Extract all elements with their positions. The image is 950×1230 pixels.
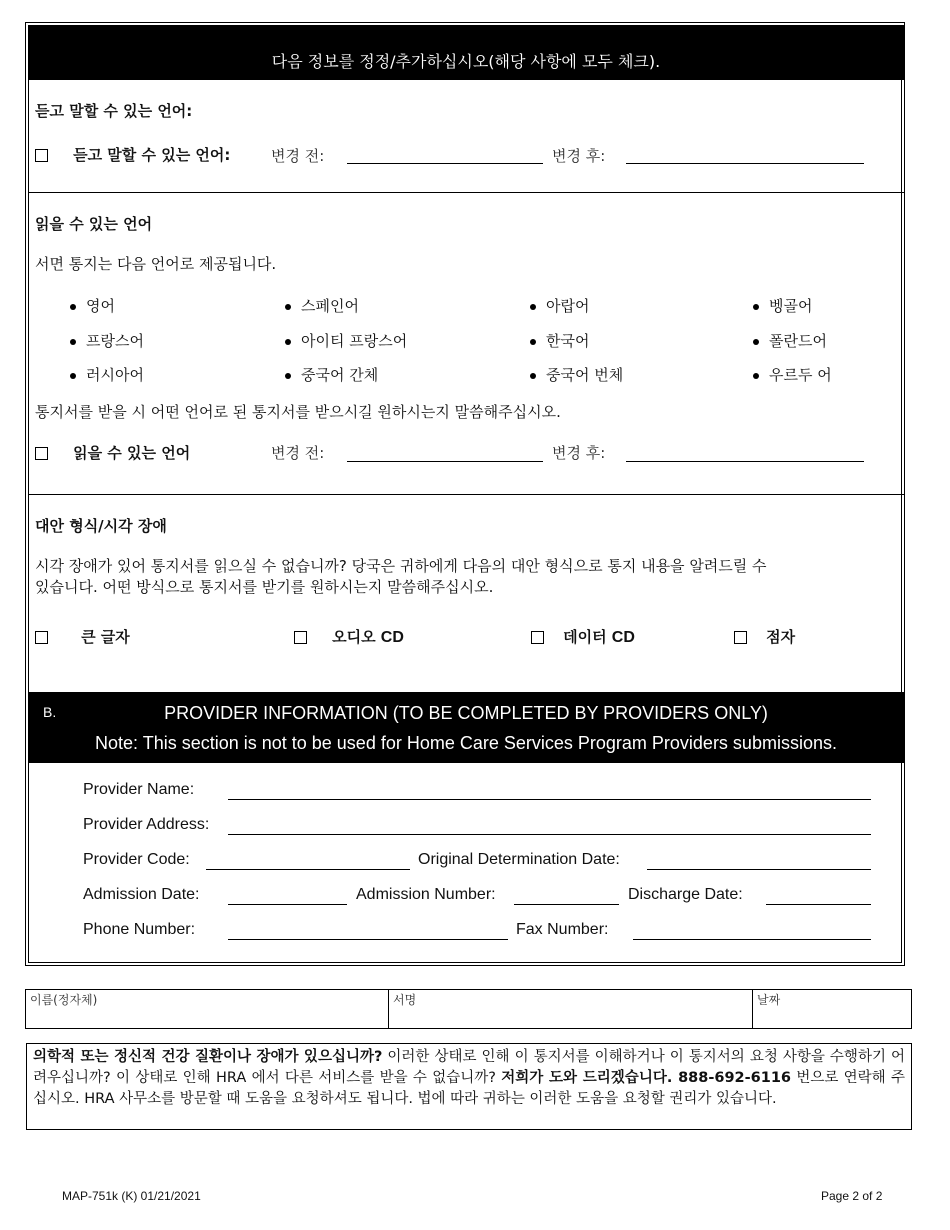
bullet-icon <box>530 373 536 379</box>
bullet-icon <box>753 373 759 379</box>
language-item: 스페인어 <box>285 295 359 316</box>
form-id: MAP-751k (K) 01/21/2021 <box>62 1189 201 1203</box>
admission-number-label: Admission Number: <box>356 886 496 903</box>
language-item: 우르두 어 <box>753 364 832 385</box>
bullet-icon <box>285 304 291 310</box>
written-after-label: 변경 후: <box>552 444 606 462</box>
bullet-icon <box>530 304 536 310</box>
bullet-icon <box>285 339 291 345</box>
provider-code-field[interactable] <box>206 869 410 870</box>
braille-checkbox[interactable] <box>734 631 747 644</box>
alt-format-title: 대안 형식/시각 장애 <box>35 517 167 535</box>
signature-label: 서명 <box>393 993 417 1007</box>
fax-number-label: Fax Number: <box>516 921 609 938</box>
phone-number-label: Phone Number: <box>83 921 196 938</box>
braille-label: 점자 <box>766 628 796 646</box>
section-a-header <box>28 25 904 80</box>
bullet-icon <box>753 304 759 310</box>
notice-text-1: 이러한 상태로 인해 이 통지서를 이해하거나 이 통지서의 요청 사항을 수행하기 어려우십니까? 이 상태로 인해 HRA 에서 다른 서비스를 받을 수 없습니까? <box>33 1049 905 1086</box>
notice-help: 저희가 도와 드리겠습니다. 888-692-6116 <box>501 1070 792 1086</box>
option-audio-cd <box>294 626 404 647</box>
bullet-icon <box>70 304 76 310</box>
bullet-icon <box>70 339 76 345</box>
written-language-title: 읽을 수 있는 언어 <box>35 215 153 233</box>
provider-code-label: Provider Code: <box>83 851 190 868</box>
admission-number-field[interactable] <box>514 904 619 905</box>
written-after-field[interactable] <box>626 461 864 462</box>
option-large-print <box>35 626 130 647</box>
option-data-cd <box>531 626 635 647</box>
original-determination-date-label: Original Determination Date: <box>418 851 620 868</box>
audio-cd-label-cd: CD <box>380 629 404 646</box>
spoken-before-label: 변경 전: <box>271 147 325 165</box>
written-language-question: 통지서를 받을 시 어떤 언어로 된 통지서를 받으시길 원하시는지 말씀해주십시오. <box>35 403 561 421</box>
data-cd-label: 데이터 <box>563 628 612 646</box>
notice-text-2: 번으로 연락해 주십시오. HRA 사무소를 방문할 때 도움을 요청하셔도 됩니다. 법에 따라 귀하는 이러한 도움을 요청할 권리가 있습니다. <box>33 1070 905 1107</box>
data-cd-checkbox[interactable] <box>531 631 544 644</box>
written-language-checkbox[interactable] <box>35 447 48 460</box>
provider-address-field[interactable] <box>228 834 871 835</box>
divider <box>28 192 904 193</box>
language-item: 러시아어 <box>70 364 144 385</box>
discharge-date-label: Discharge Date: <box>628 886 743 903</box>
admission-date-field[interactable] <box>228 904 347 905</box>
spoken-language-checkbox-label: 듣고 말할 수 있는 언어: <box>73 146 231 164</box>
notice-question: 의학적 또는 정신적 건강 질환이나 장애가 있으십니까? <box>33 1049 383 1065</box>
signature-cell[interactable] <box>389 990 753 1028</box>
audio-cd-label: 오디오 <box>332 628 381 646</box>
accommodation-notice <box>26 1043 912 1130</box>
bullet-icon <box>530 339 536 345</box>
section-a-header-text: 다음 정보를 정정/추가하십시오(해당 사항에 모두 체크). <box>271 52 661 71</box>
page-number: Page 2 of 2 <box>821 1189 883 1203</box>
written-language-row <box>35 442 190 463</box>
original-determination-date-field[interactable] <box>647 869 871 870</box>
large-print-checkbox[interactable] <box>35 631 48 644</box>
phone-number-field[interactable] <box>228 939 508 940</box>
language-item: 중국어 번체 <box>530 364 623 385</box>
large-print-label: 큰 글자 <box>81 628 130 646</box>
section-b-note: Note: This section is not to be used for Home Care Services Program Providers submissions. <box>95 733 837 753</box>
language-item: 한국어 <box>530 330 589 351</box>
spoken-after-label: 변경 후: <box>552 147 606 165</box>
data-cd-label-cd: CD <box>611 629 635 646</box>
divider <box>28 494 904 495</box>
written-before-label: 변경 전: <box>271 444 325 462</box>
discharge-date-field[interactable] <box>766 904 871 905</box>
fax-number-field[interactable] <box>633 939 871 940</box>
spoken-language-row <box>35 144 230 165</box>
alt-format-desc-line2: 있습니다. 어떤 방식으로 통지서를 받기를 원하시는지 말씀해주십시오. <box>35 578 494 596</box>
language-item: 폴란드어 <box>753 330 827 351</box>
language-item: 아이티 프랑스어 <box>285 330 407 351</box>
language-item: 중국어 간체 <box>285 364 378 385</box>
spoken-before-field[interactable] <box>347 163 543 164</box>
language-item: 벵골어 <box>753 295 812 316</box>
alt-format-desc-line1: 시각 장애가 있어 통지서를 읽으실 수 없습니까? 당국은 귀하에게 다음의 대안 형식으로 통지 내용을 알려드릴 수 <box>35 557 767 575</box>
signature-box <box>25 989 912 1029</box>
language-item: 프랑스어 <box>70 330 144 351</box>
written-language-intro: 서면 통지는 다음 언어로 제공됩니다. <box>35 255 277 273</box>
language-item: 아랍어 <box>530 295 589 316</box>
bullet-icon <box>753 339 759 345</box>
option-braille <box>734 626 795 647</box>
provider-name-field[interactable] <box>228 799 871 800</box>
spoken-language-checkbox[interactable] <box>35 149 48 162</box>
section-b-header <box>28 692 904 763</box>
bullet-icon <box>285 373 291 379</box>
printed-name-label: 이름(정자체) <box>30 993 98 1007</box>
audio-cd-checkbox[interactable] <box>294 631 307 644</box>
section-b-title: PROVIDER INFORMATION (TO BE COMPLETED BY PROVIDERS ONLY) <box>164 703 768 723</box>
spoken-after-field[interactable] <box>626 163 864 164</box>
bullet-icon <box>70 373 76 379</box>
written-before-field[interactable] <box>347 461 543 462</box>
date-label: 날짜 <box>757 993 781 1007</box>
admission-date-label: Admission Date: <box>83 886 200 903</box>
printed-name-cell[interactable] <box>26 990 389 1028</box>
written-language-checkbox-label: 읽을 수 있는 언어 <box>73 444 191 462</box>
section-b-letter: B. <box>43 704 57 720</box>
spoken-language-title: 듣고 말할 수 있는 언어: <box>35 102 193 120</box>
provider-name-label: Provider Name: <box>83 781 195 798</box>
provider-address-label: Provider Address: <box>83 816 210 833</box>
language-item: 영어 <box>70 295 115 316</box>
date-cell[interactable] <box>753 990 911 1028</box>
